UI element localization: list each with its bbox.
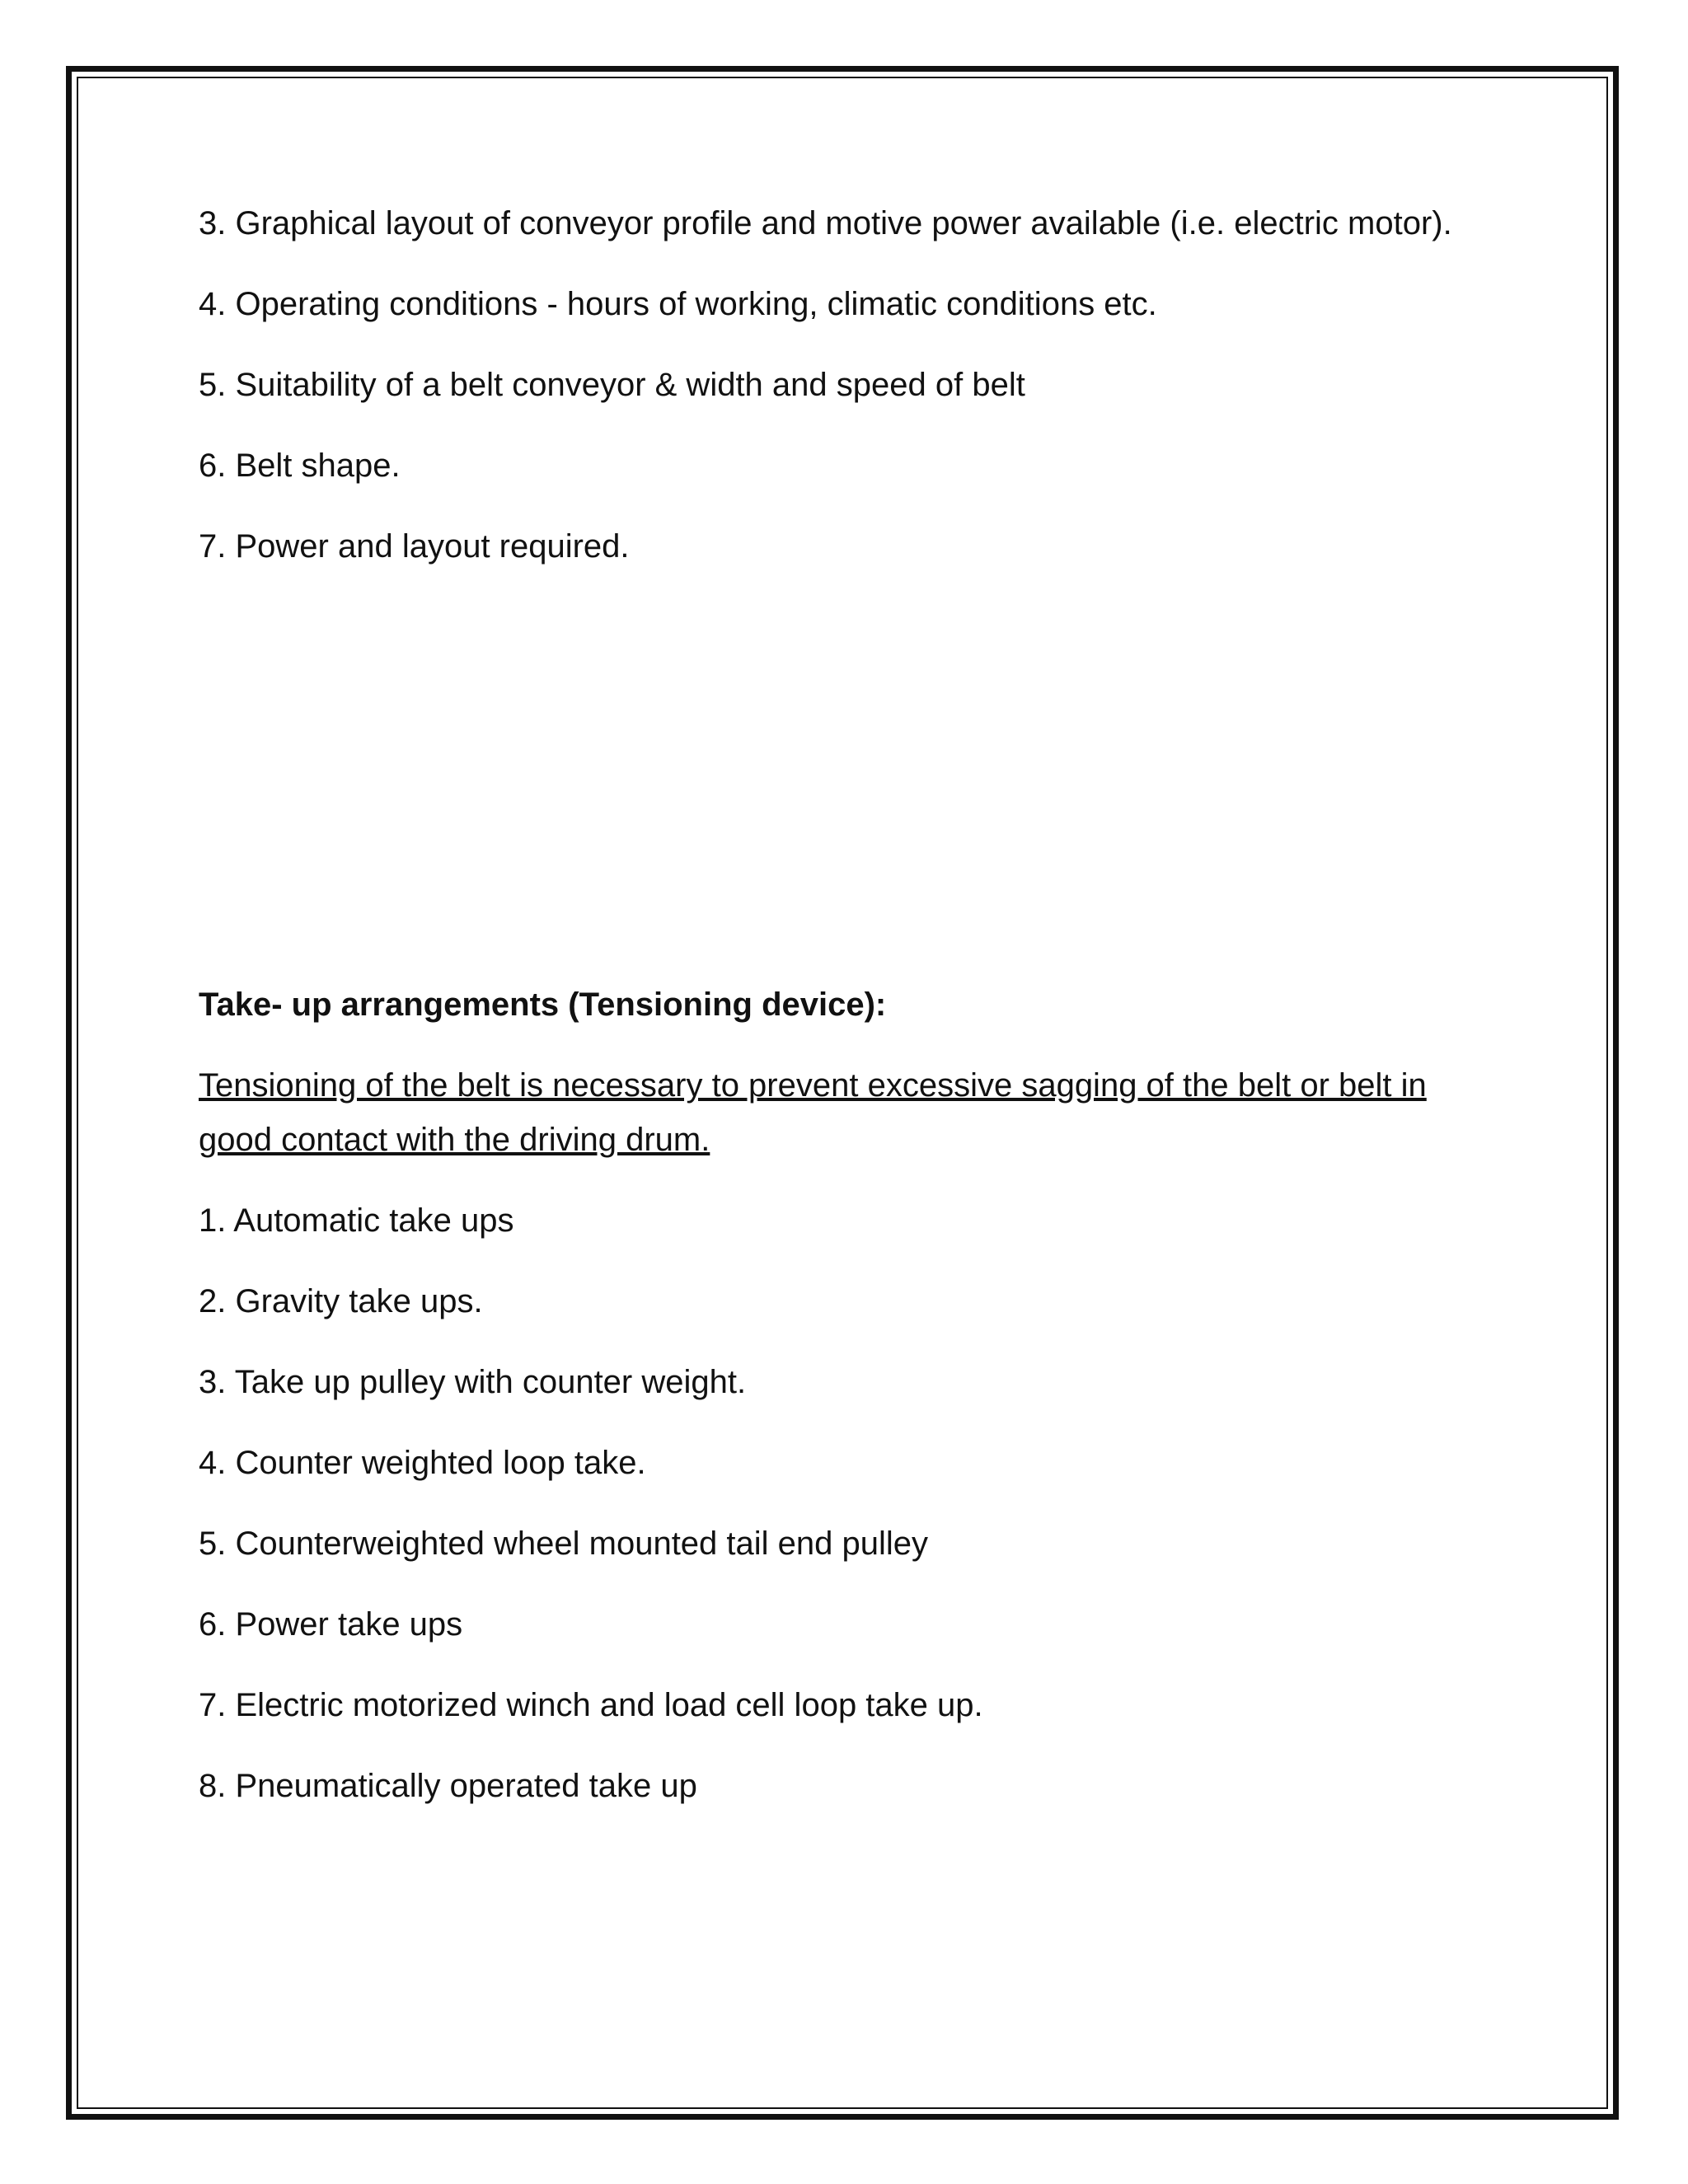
list-item: 5. Suitability of a belt conveyor & width and speed of belt <box>199 367 1025 403</box>
list-item: 6. Power take ups <box>199 1606 463 1643</box>
section-heading: Take- up arrangements (Tensioning device): <box>199 987 887 1023</box>
page-content <box>199 196 1501 1813</box>
list-item: 7. Power and layout required. <box>199 528 630 565</box>
list-item: 3. Graphical layout of conveyor profile and motive power available (i.e. electric motor). <box>199 205 1452 241</box>
list-item: 8. Pneumatically operated take up <box>199 1768 697 1804</box>
list-item: 4. Counter weighted loop take. <box>199 1445 646 1481</box>
list-item: 5. Counterweighted wheel mounted tail end pulley <box>199 1526 929 1562</box>
list-item: 7. Electric motorized winch and load cell loop take up. <box>199 1687 983 1723</box>
list-item: 1. Automatic take ups <box>199 1202 514 1239</box>
section-intro: Tensioning of the belt is necessary to prevent excessive sagging of the belt or belt in good contact with the driving drum. <box>199 1067 1427 1158</box>
list-item: 2. Gravity take ups. <box>199 1283 483 1319</box>
list-item: 3. Take up pulley with counter weight. <box>199 1364 747 1400</box>
list-item: 6. Belt shape. <box>199 448 401 484</box>
list-item: 4. Operating conditions - hours of working, climatic conditions etc. <box>199 286 1157 322</box>
